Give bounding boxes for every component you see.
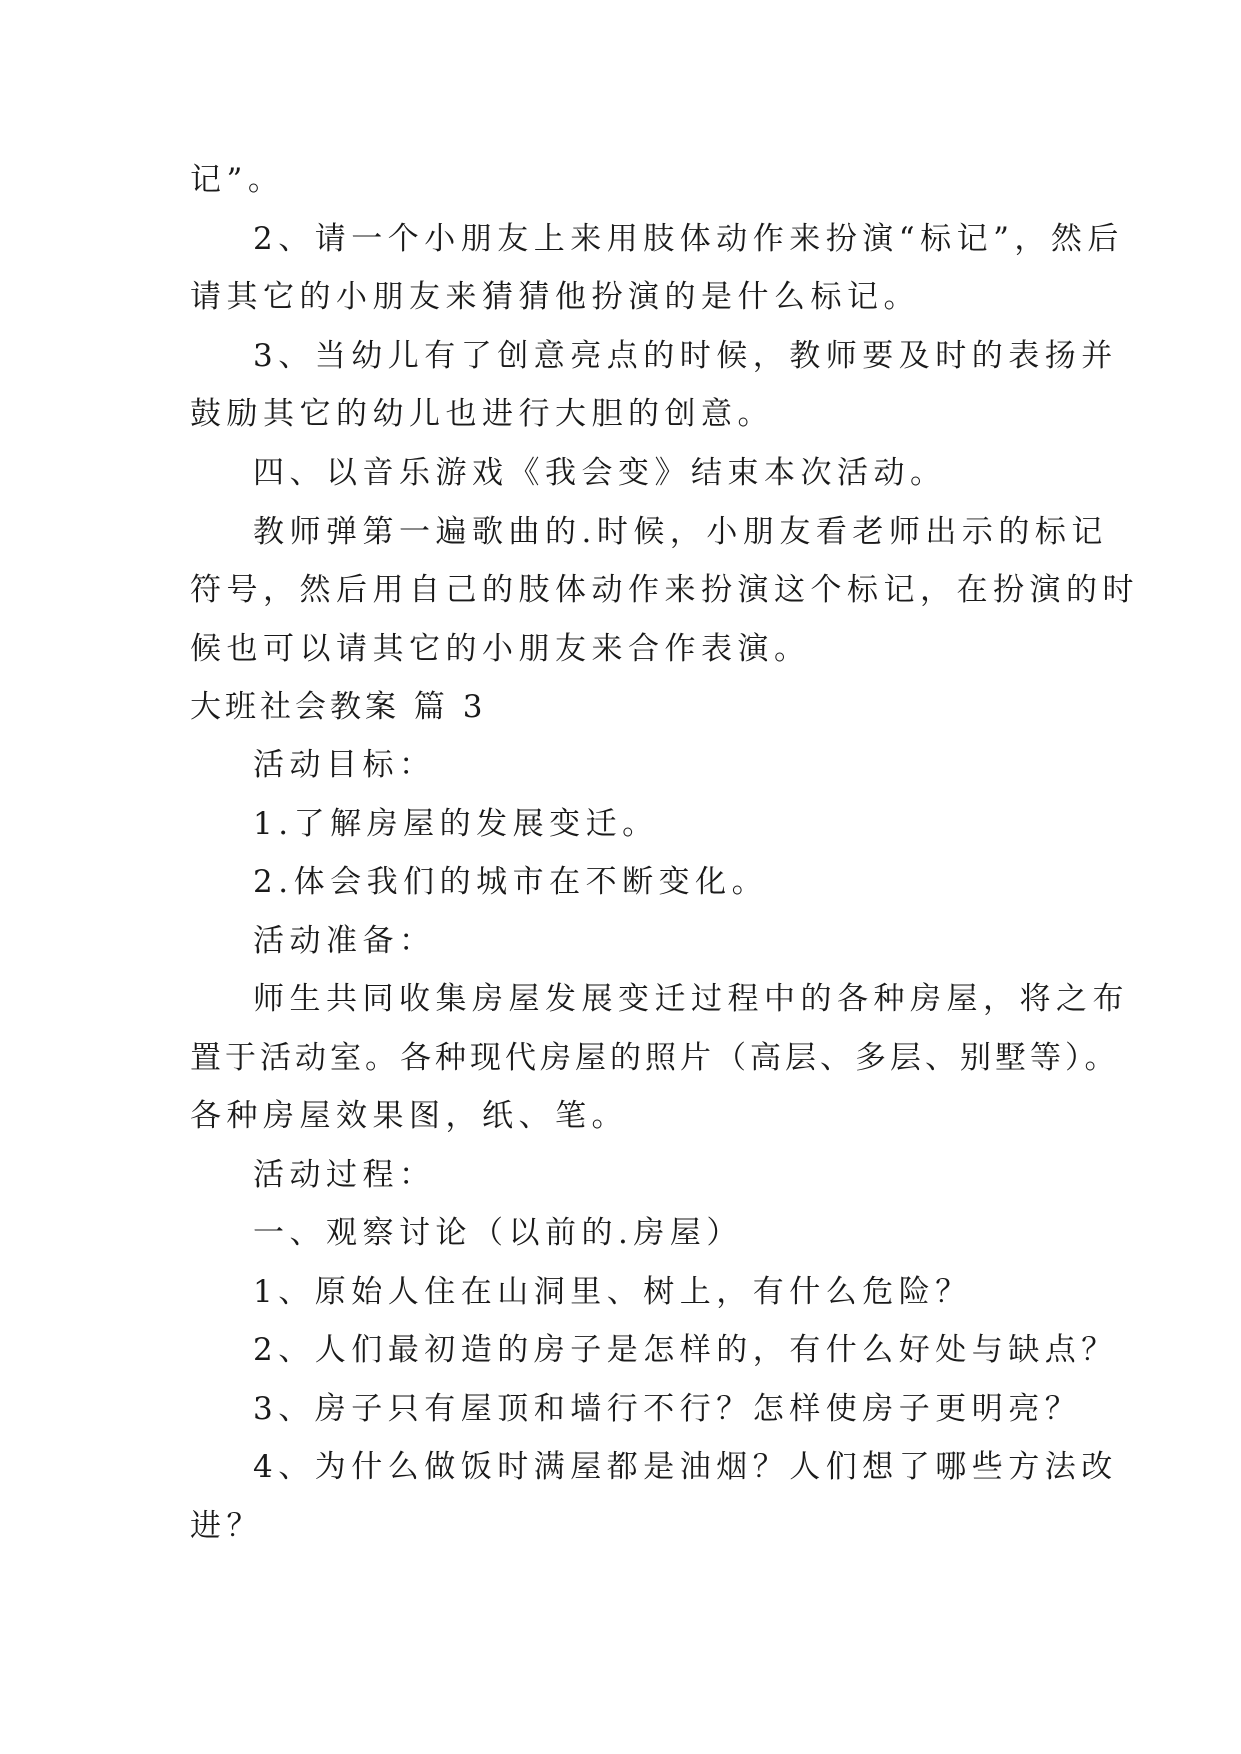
text-line: 活动准备： <box>253 923 436 959</box>
text-line: 四、以音乐游戏《我会变》结束本次活动。 <box>253 455 947 491</box>
text-line: 师生共同收集房屋发展变迁过程中的各种房屋，将之布 <box>253 981 1129 1017</box>
text-line: 3、当幼儿有了创意亮点的时候，教师要及时的表扬并 <box>253 338 1118 374</box>
text-line: 一、观察讨论（以前的.房屋） <box>253 1215 743 1251</box>
text-line: 4、为什么做饭时满屋都是油烟？人们想了哪些方法改 <box>253 1449 1118 1485</box>
text-line: 2.体会我们的城市在不断变化。 <box>253 864 769 900</box>
text-line: 1、原始人住在山洞里、树上，有什么危险？ <box>253 1274 972 1310</box>
text-line: 置于活动室。各种现代房屋的照片（高层、多层、别墅等）。 <box>190 1040 1120 1076</box>
text-line: 活动目标： <box>253 747 436 783</box>
text-line: 请其它的小朋友来猜猜他扮演的是什么标记。 <box>190 279 920 315</box>
text-line: 1.了解房屋的发展变迁。 <box>253 806 659 842</box>
text-line: 教师弹第一遍歌曲的.时候，小朋友看老师出示的标记 <box>253 514 1108 550</box>
text-line: 各种房屋效果图，纸、笔。 <box>190 1098 628 1134</box>
text-line: 活动过程： <box>253 1157 436 1193</box>
text-line: 进？ <box>190 1508 263 1544</box>
text-line: 2、人们最初造的房子是怎样的，有什么好处与缺点？ <box>253 1332 1118 1368</box>
text-line: 鼓励其它的幼儿也进行大胆的创意。 <box>190 396 774 432</box>
text-line: 3、房子只有屋顶和墙行不行？怎样使房子更明亮？ <box>253 1391 1082 1427</box>
text-line: 符号，然后用自己的肢体动作来扮演这个标记，在扮演的时 <box>190 572 1139 608</box>
text-line: 2、请一个小朋友上来用肢体动作来扮演“标记”，然后 <box>253 221 1124 257</box>
section-heading: 大班社会教案 篇 3 <box>190 689 487 725</box>
text-line: 记”。 <box>190 162 285 198</box>
text-line: 候也可以请其它的小朋友来合作表演。 <box>190 631 811 667</box>
